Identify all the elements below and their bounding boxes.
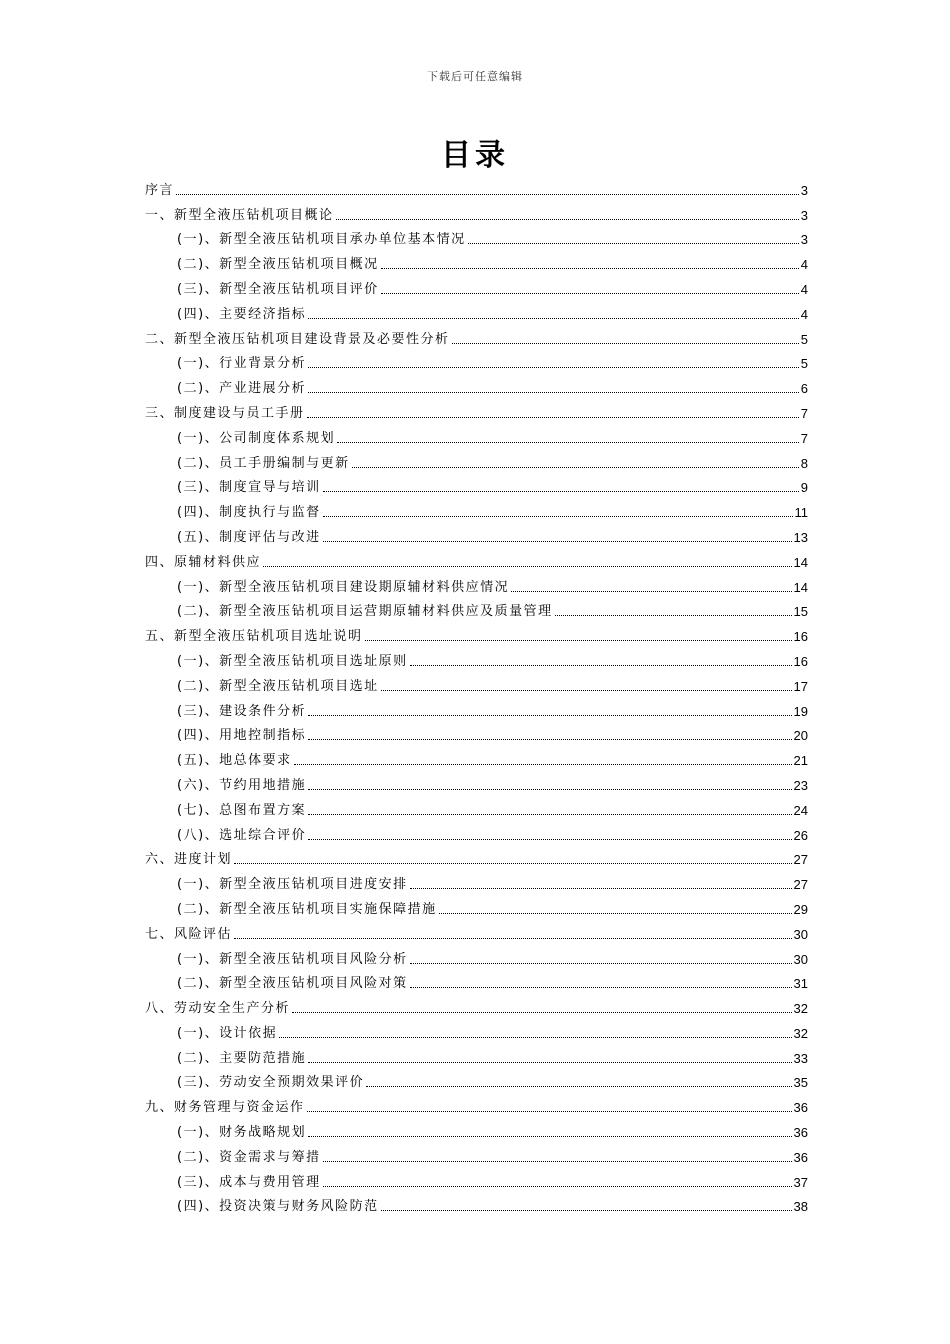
toc-subsection-entry[interactable] bbox=[145, 572, 808, 597]
toc-entry-label: (二)、新型全液压钻机项目实施保障措施 bbox=[177, 901, 437, 917]
toc-entry-page-number: 11 bbox=[794, 505, 808, 521]
toc-dot-leader bbox=[323, 1186, 792, 1187]
toc-dot-leader bbox=[308, 739, 791, 740]
toc-dot-leader bbox=[323, 491, 799, 492]
toc-dot-leader bbox=[307, 1111, 792, 1112]
toc-dot-leader bbox=[308, 1136, 791, 1137]
toc-entry-label: 序言 bbox=[145, 182, 175, 198]
toc-dot-leader bbox=[308, 839, 791, 840]
toc-entry-label: 六、进度计划 bbox=[145, 852, 233, 868]
toc-section-entry[interactable] bbox=[145, 324, 808, 349]
toc-subsection-entry[interactable] bbox=[145, 299, 808, 324]
toc-entry-label: (一)、公司制度体系规划 bbox=[177, 430, 336, 446]
toc-entry-label: 三、制度建设与员工手册 bbox=[145, 405, 305, 421]
toc-section-entry[interactable] bbox=[145, 200, 808, 225]
toc-entry-page-number: 3 bbox=[800, 207, 808, 223]
toc-entry-label: 九、财务管理与资金运作 bbox=[145, 1100, 305, 1116]
toc-entry-label: (三)、建设条件分析 bbox=[177, 703, 307, 719]
toc-dot-leader bbox=[234, 863, 792, 864]
toc-subsection-entry[interactable] bbox=[145, 448, 808, 473]
toc-section-entry[interactable] bbox=[145, 398, 808, 423]
toc-entry-page-number: 31 bbox=[793, 976, 808, 992]
toc-entry-label: (五)、制度评估与改进 bbox=[177, 529, 321, 545]
toc-entry-label: (一)、新型全液压钻机项目选址原则 bbox=[177, 653, 408, 669]
toc-section-entry[interactable] bbox=[145, 993, 808, 1018]
toc-entry-label: (四)、制度执行与监督 bbox=[177, 505, 321, 521]
toc-dot-leader bbox=[381, 1210, 792, 1211]
toc-subsection-entry[interactable] bbox=[145, 745, 808, 770]
toc-subsection-entry[interactable] bbox=[145, 597, 808, 622]
toc-dot-leader bbox=[308, 789, 791, 790]
toc-subsection-entry[interactable] bbox=[145, 1142, 808, 1167]
toc-dot-leader bbox=[176, 194, 799, 195]
toc-entry-label: (七)、总图布置方案 bbox=[177, 802, 307, 818]
toc-entry-label: 一、新型全液压钻机项目概论 bbox=[145, 207, 334, 223]
toc-subsection-entry[interactable] bbox=[145, 373, 808, 398]
toc-entry-label: (二)、资金需求与筹措 bbox=[177, 1149, 321, 1165]
toc-entry-page-number: 21 bbox=[793, 753, 808, 769]
toc-subsection-entry[interactable] bbox=[145, 274, 808, 299]
toc-entry-label: (二)、新型全液压钻机项目风险对策 bbox=[177, 976, 408, 992]
toc-dot-leader bbox=[365, 640, 792, 641]
toc-subsection-entry[interactable] bbox=[145, 1192, 808, 1217]
toc-subsection-entry[interactable] bbox=[145, 820, 808, 845]
toc-entry-page-number: 8 bbox=[800, 455, 808, 471]
toc-dot-leader bbox=[323, 1161, 792, 1162]
toc-entry-page-number: 6 bbox=[800, 381, 808, 397]
toc-entry-label: (二)、新型全液压钻机项目运营期原辅材料供应及质量管理 bbox=[177, 604, 553, 620]
toc-entry-label: (一)、财务战略规划 bbox=[177, 1125, 307, 1141]
toc-entry-label: 二、新型全液压钻机项目建设背景及必要性分析 bbox=[145, 331, 450, 347]
toc-subsection-entry[interactable] bbox=[145, 795, 808, 820]
toc-dot-leader bbox=[410, 963, 792, 964]
toc-entry-page-number: 9 bbox=[800, 480, 808, 496]
toc-dot-leader bbox=[292, 1012, 792, 1013]
toc-entry-label: (三)、成本与费用管理 bbox=[177, 1174, 321, 1190]
toc-subsection-entry[interactable] bbox=[145, 894, 808, 919]
toc-entry-page-number: 3 bbox=[800, 182, 808, 198]
toc-subsection-entry[interactable] bbox=[145, 969, 808, 994]
download-note: 下载后可任意编辑 bbox=[427, 70, 523, 83]
toc-dot-leader bbox=[308, 318, 799, 319]
toc-entry-label: (一)、新型全液压钻机项目承办单位基本情况 bbox=[177, 232, 466, 248]
toc-entry-page-number: 20 bbox=[793, 728, 808, 744]
toc-section-entry[interactable] bbox=[145, 547, 808, 572]
toc-dot-leader bbox=[337, 442, 799, 443]
toc-entry-label: (二)、新型全液压钻机项目概况 bbox=[177, 257, 379, 273]
toc-entry-page-number: 24 bbox=[793, 802, 808, 818]
toc-entry-label: (一)、设计依据 bbox=[177, 1025, 278, 1041]
toc-subsection-entry[interactable] bbox=[145, 869, 808, 894]
toc-title: 目录 bbox=[441, 138, 509, 173]
toc-dot-leader bbox=[410, 987, 792, 988]
toc-entry-label: (四)、主要经济指标 bbox=[177, 306, 307, 322]
toc-entry-page-number: 36 bbox=[793, 1149, 808, 1165]
toc-entry-label: (二)、产业进展分析 bbox=[177, 381, 307, 397]
toc-entry-page-number: 4 bbox=[800, 306, 808, 322]
toc-entry-label: (一)、新型全液压钻机项目风险分析 bbox=[177, 951, 408, 967]
toc-entry-page-number: 29 bbox=[793, 901, 808, 917]
toc-entry-page-number: 4 bbox=[800, 257, 808, 273]
toc-subsection-entry[interactable] bbox=[145, 225, 808, 250]
toc-dot-leader bbox=[352, 467, 799, 468]
toc-entry-page-number: 19 bbox=[793, 703, 808, 719]
toc-section-entry[interactable] bbox=[145, 175, 808, 200]
toc-section-entry[interactable] bbox=[145, 919, 808, 944]
toc-entry-page-number: 3 bbox=[800, 232, 808, 248]
toc-subsection-entry[interactable] bbox=[145, 1068, 808, 1093]
toc-entry-label: (二)、主要防范措施 bbox=[177, 1050, 307, 1066]
toc-entry-page-number: 5 bbox=[800, 356, 808, 372]
toc-entry-label: (四)、用地控制指标 bbox=[177, 728, 307, 744]
toc-entry-page-number: 32 bbox=[793, 1025, 808, 1041]
toc-dot-leader bbox=[308, 715, 791, 716]
toc-entry-label: 七、风险评估 bbox=[145, 926, 233, 942]
toc-dot-leader bbox=[410, 665, 792, 666]
toc-entry-page-number: 36 bbox=[793, 1125, 808, 1141]
toc-entry-label: (三)、制度宣导与培训 bbox=[177, 480, 321, 496]
toc-dot-leader bbox=[439, 913, 792, 914]
toc-entry-page-number: 26 bbox=[793, 827, 808, 843]
toc-entry-page-number: 17 bbox=[793, 678, 808, 694]
toc-dot-leader bbox=[381, 293, 799, 294]
toc-entry-page-number: 14 bbox=[793, 554, 808, 570]
toc-entry-page-number: 37 bbox=[793, 1174, 808, 1190]
toc-entry-label: (五)、地总体要求 bbox=[177, 753, 292, 769]
toc-dot-leader bbox=[336, 219, 799, 220]
toc-entry-label: (三)、劳动安全预期效果评价 bbox=[177, 1075, 365, 1091]
toc-entry-page-number: 33 bbox=[793, 1050, 808, 1066]
toc-section-entry[interactable] bbox=[145, 1092, 808, 1117]
toc-entry-label: (一)、新型全液压钻机项目建设期原辅材料供应情况 bbox=[177, 579, 510, 595]
toc-dot-leader bbox=[452, 343, 799, 344]
toc-entry-page-number: 36 bbox=[793, 1100, 808, 1116]
toc-dot-leader bbox=[234, 938, 792, 939]
toc-entry-page-number: 23 bbox=[793, 777, 808, 793]
toc-subsection-entry[interactable] bbox=[145, 473, 808, 498]
toc-entry-page-number: 27 bbox=[793, 877, 808, 893]
toc-subsection-entry[interactable] bbox=[145, 249, 808, 274]
toc-entry-label: (一)、行业背景分析 bbox=[177, 356, 307, 372]
toc-dot-leader bbox=[511, 591, 791, 592]
toc-subsection-entry[interactable] bbox=[145, 696, 808, 721]
toc-entry-page-number: 30 bbox=[793, 951, 808, 967]
toc-subsection-entry[interactable] bbox=[145, 522, 808, 547]
toc-entry-page-number: 16 bbox=[793, 629, 808, 645]
toc-entry-label: (三)、新型全液压钻机项目评价 bbox=[177, 281, 379, 297]
toc-entry-page-number: 30 bbox=[793, 926, 808, 942]
toc-dot-leader bbox=[381, 268, 799, 269]
toc-dot-leader bbox=[381, 690, 792, 691]
toc-dot-leader bbox=[323, 516, 793, 517]
toc-dot-leader bbox=[323, 541, 792, 542]
toc-dot-leader bbox=[468, 243, 799, 244]
toc-subsection-entry[interactable] bbox=[145, 671, 808, 696]
toc-subsection-entry[interactable] bbox=[145, 497, 808, 522]
toc-entry-label: (八)、选址综合评价 bbox=[177, 827, 307, 843]
toc-entry-label: (一)、新型全液压钻机项目进度安排 bbox=[177, 877, 408, 893]
toc-subsection-entry[interactable] bbox=[145, 349, 808, 374]
toc-dot-leader bbox=[308, 814, 791, 815]
toc-entry-page-number: 16 bbox=[793, 653, 808, 669]
toc-dot-leader bbox=[308, 1062, 791, 1063]
toc-dot-leader bbox=[263, 566, 792, 567]
toc-entry-page-number: 4 bbox=[800, 281, 808, 297]
toc-subsection-entry[interactable] bbox=[145, 646, 808, 671]
toc-subsection-entry[interactable] bbox=[145, 1167, 808, 1192]
toc-entry-page-number: 32 bbox=[793, 1001, 808, 1017]
toc-entry-label: 四、原辅材料供应 bbox=[145, 554, 262, 570]
toc-entry-label: 八、劳动安全生产分析 bbox=[145, 1001, 291, 1017]
toc-entry-label: (二)、新型全液压钻机项目选址 bbox=[177, 678, 379, 694]
toc-entry-page-number: 7 bbox=[800, 430, 808, 446]
toc-subsection-entry[interactable] bbox=[145, 770, 808, 795]
toc-entry-label: (四)、投资决策与财务风险防范 bbox=[177, 1199, 379, 1215]
toc-entry-label: 五、新型全液压钻机项目选址说明 bbox=[145, 629, 363, 645]
toc-dot-leader bbox=[307, 417, 799, 418]
toc-subsection-entry[interactable] bbox=[145, 721, 808, 746]
toc-entry-page-number: 13 bbox=[793, 529, 808, 545]
toc-subsection-entry[interactable] bbox=[145, 1018, 808, 1043]
toc-subsection-entry[interactable] bbox=[145, 1117, 808, 1142]
toc-dot-leader bbox=[410, 888, 792, 889]
toc-section-entry[interactable] bbox=[145, 621, 808, 646]
toc-entry-page-number: 35 bbox=[793, 1075, 808, 1091]
toc-entry-label: (六)、节约用地措施 bbox=[177, 777, 307, 793]
toc-entry-page-number: 14 bbox=[793, 579, 808, 595]
toc-dot-leader bbox=[308, 367, 799, 368]
toc-dot-leader bbox=[279, 1037, 791, 1038]
toc-entry-page-number: 27 bbox=[793, 852, 808, 868]
toc-entry-page-number: 7 bbox=[800, 405, 808, 421]
toc-entry-page-number: 38 bbox=[793, 1199, 808, 1215]
toc-entry-page-number: 15 bbox=[793, 604, 808, 620]
toc-subsection-entry[interactable] bbox=[145, 944, 808, 969]
toc-section-entry[interactable] bbox=[145, 845, 808, 870]
toc-subsection-entry[interactable] bbox=[145, 1043, 808, 1068]
toc-list bbox=[145, 175, 808, 1216]
toc-dot-leader bbox=[294, 764, 792, 765]
toc-entry-label: (二)、员工手册编制与更新 bbox=[177, 455, 350, 471]
toc-dot-leader bbox=[555, 615, 792, 616]
toc-dot-leader bbox=[366, 1086, 791, 1087]
toc-entry-page-number: 5 bbox=[800, 331, 808, 347]
toc-dot-leader bbox=[308, 392, 799, 393]
toc-subsection-entry[interactable] bbox=[145, 423, 808, 448]
